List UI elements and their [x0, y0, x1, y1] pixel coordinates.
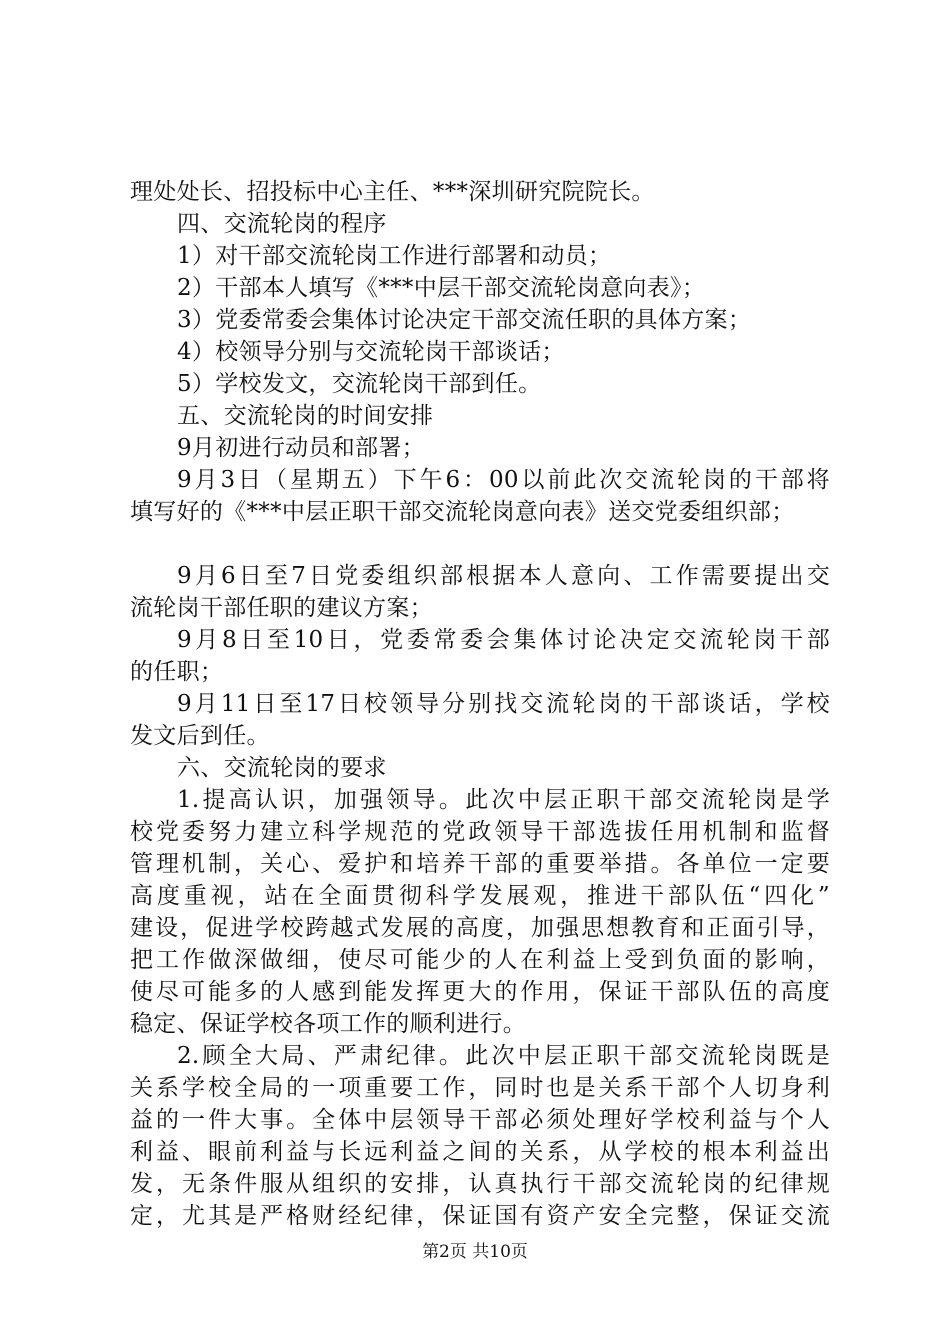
section-heading-schedule: 五、交流轮岗的时间安排 — [177, 403, 434, 429]
requirement-2-line: 定，尤其是严格财经纪律，保证国有资产安全完整，保证交流 — [130, 1203, 830, 1229]
schedule-item-3-line-2: 流轮岗干部任职的建议方案； — [130, 595, 433, 621]
requirement-2-line: 利益、眼前利益与长远利益之间的关系，从学校的根本利益出 — [130, 1139, 830, 1165]
document-body — [130, 176, 830, 1232]
schedule-item-4-line-1: 9月8日至10日，党委常委会集体讨论决定交流轮岗干部 — [177, 627, 830, 653]
paragraph-line: 理处处长、招投标中心主任、***深圳研究院院长。 — [130, 179, 655, 205]
procedure-step-2: 2）干部本人填写《***中层干部交流轮岗意向表》； — [177, 275, 706, 301]
requirement-1-line: 1.提高认识，加强领导。此次中层正职干部交流轮岗是学 — [177, 787, 830, 813]
section-heading-procedure: 四、交流轮岗的程序 — [177, 211, 387, 237]
procedure-step-3: 3）党委常委会集体讨论决定干部交流任职的具体方案； — [177, 307, 752, 333]
schedule-item-4-line-2: 的任职； — [130, 659, 224, 685]
procedure-step-4: 4）校领导分别与交流轮岗干部谈话； — [177, 339, 565, 365]
procedure-step-5: 5）学校发文，交流轮岗干部到任。 — [177, 371, 542, 397]
schedule-item-5-line-1: 9月11日至17日校领导分别找交流轮岗的干部谈话，学校 — [177, 691, 830, 717]
section-heading-requirements: 六、交流轮岗的要求 — [177, 755, 387, 781]
requirement-2-line: 发，无条件服从组织的安排，认真执行干部交流轮岗的纪律规 — [130, 1171, 830, 1197]
blank-line — [130, 528, 830, 560]
schedule-item-5-line-2: 发文后到任。 — [130, 723, 270, 749]
schedule-item-2-line-2: 填写好的《***中层正职干部交流轮岗意向表》送交党委组织部； — [130, 499, 795, 525]
schedule-item-1: 9月初进行动员和部署； — [177, 435, 425, 461]
requirement-1-line: 稳定、保证学校各项工作的顺利进行。 — [130, 1011, 527, 1037]
requirement-1-line: 使尽可能多的人感到能发挥更大的作用，保证干部队伍的高度 — [130, 979, 830, 1005]
requirement-1-line: 管理机制，关心、爱护和培养干部的重要举措。各单位一定要 — [130, 851, 830, 877]
schedule-item-3-line-1: 9月6日至7日党委组织部根据本人意向、工作需要提出交 — [177, 563, 830, 589]
procedure-step-1: 1）对干部交流轮岗工作进行部署和动员； — [177, 243, 612, 269]
requirement-2-line: 2.顾全大局、严肃纪律。此次中层正职干部交流轮岗既是 — [177, 1043, 830, 1069]
requirement-2-line: 益的一件大事。全体中层领导干部必须处理好学校利益与个人 — [130, 1107, 830, 1133]
schedule-item-2-line-1: 9月3日（星期五）下午6：00以前此次交流轮岗的干部将 — [177, 467, 830, 493]
requirement-1-line: 把工作做深做细，使尽可能少的人在利益上受到负面的影响， — [130, 947, 830, 973]
page-number-footer: 第2页 共10页 — [422, 1242, 528, 1262]
requirement-1-line: 高度重视，站在全面贯彻科学发展观，推进干部队伍“四化” — [130, 883, 830, 909]
requirement-2-line: 关系学校全局的一项重要工作，同时也是关系干部个人切身利 — [130, 1075, 830, 1101]
requirement-1-line: 建设，促进学校跨越式发展的高度，加强思想教育和正面引导， — [130, 915, 830, 941]
requirement-1-line: 校党委努力建立科学规范的党政领导干部选拔任用机制和监督 — [130, 819, 830, 845]
